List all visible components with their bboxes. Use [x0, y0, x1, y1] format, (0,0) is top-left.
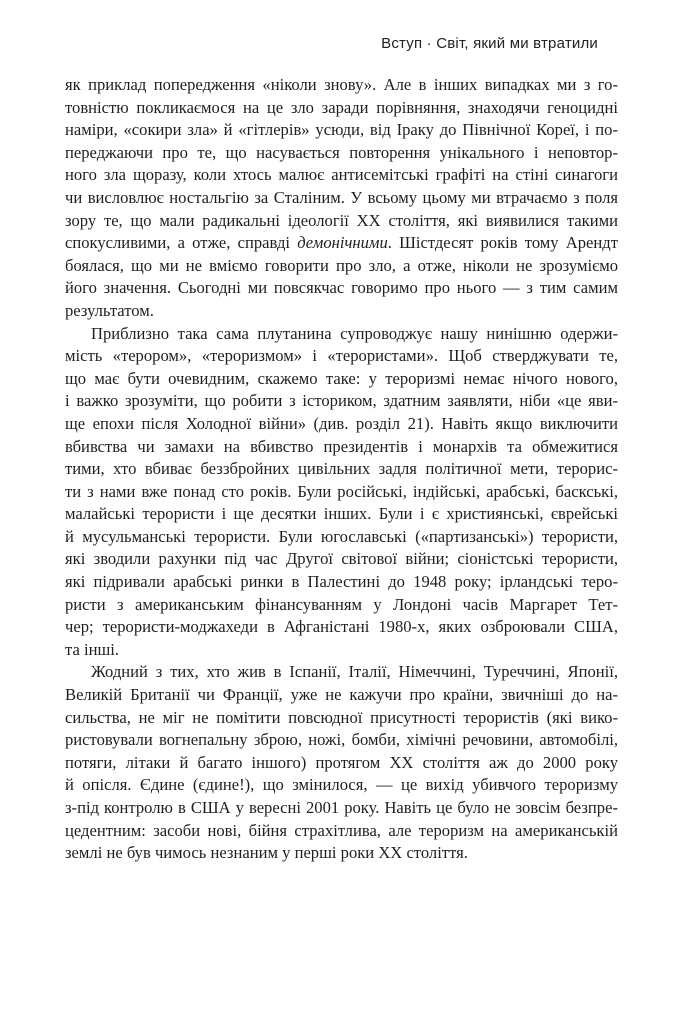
text-line: спокусливими, а отже, справді демонічними. Шістдесят років тому Арендт	[65, 233, 618, 253]
text-line: й мусульманські терористи. Були югославські («партизанські») терористи,	[65, 526, 618, 546]
text-line: переджаючи про те, що насувається повторення унікального і неповтор-	[65, 142, 618, 162]
text-line: малайські терористи і ще десятки інших. Були і є християнські, єврейські	[65, 504, 618, 524]
text-line: його значення. Сьогодні ми повсякчас говоримо про нього — з тим самим	[65, 278, 618, 298]
text-line: як приклад попередження «ніколи знову». Але в інших випадках ми з го-	[65, 75, 618, 94]
text-line: товністю покликаємося на це зло заради порівняння, знаходячи геноцидні	[65, 97, 618, 117]
text-line: тими, хто вбиває беззбройних цивільних задля політичної мети, терорис-	[65, 459, 618, 479]
text-line: сильства, не міг не помітити повсюдної присутності терористів (які вико-	[65, 707, 618, 727]
text-line: які зводили рахунки під час Другої світової війни; сіоністські терористи,	[65, 549, 618, 569]
text-line: й опісля. Єдине (єдине!), що змінилося, — це вихід убивчого тероризму	[65, 775, 618, 795]
text-line: Приблизно така сама плутанина супроводжує нашу нинішню одержи-	[91, 323, 618, 343]
text-line: ристовували вогнепальну зброю, ножі, бомби, хімічні речовини, автомобілі,	[65, 730, 618, 750]
text-line: та інші.	[65, 639, 119, 659]
body-text	[65, 74, 618, 865]
paragraph-3	[65, 661, 618, 864]
text-line: зору те, що мали радикальні ідеології XX століття, які виявилися такими	[65, 210, 618, 230]
text-line: чер; терористи-моджахеди в Афганістані 1980-х, яких озброювали США,	[65, 617, 618, 637]
text-line: і важко зрозуміти, що робити з істориком, здатним заявляти, ніби «це яви-	[65, 391, 618, 411]
text-line: ще епохи після Холодної війни» (див. розділ 21). Навіть якщо виключити	[65, 413, 618, 433]
text-line: що має бути очевидним, скажемо таке: у тероризмі немає нічого нового,	[65, 368, 618, 388]
text-line: з-під контролю в США у вересні 2001 року. Навіть це було не зовсім безпре-	[65, 798, 618, 817]
paragraph-2	[65, 323, 618, 662]
text-line: ного зла щоразу, коли хтось малює антисемітські графіті на стіні синагоги	[65, 165, 618, 185]
emphasized-word: демонічними	[297, 233, 388, 253]
text-line: мість «терором», «тероризмом» і «терористами». Щоб стверджувати те,	[65, 346, 618, 366]
text-line: ристи з американським фінансуванням у Лондоні часів Маргарет Тет-	[65, 594, 618, 614]
text-line: наміри, «сокири зла» й «гітлерів» усюди, від Іраку до Північної Кореї, і по-	[65, 120, 618, 140]
text-line: цедентним: засоби нові, бійня страхітлива, але тероризм на американській	[65, 820, 618, 840]
text-line: ти з нами вже понад сто років. Були російські, індійські, арабські, баскські,	[65, 481, 618, 501]
text-line: землі не був чимось незнаним у перші роки XX століття.	[65, 843, 468, 863]
paragraph-1	[65, 74, 618, 323]
text-line: результатом.	[65, 300, 154, 320]
text-line: Великій Британії чи Франції, уже не кажучи про країни, звичніші до на-	[65, 685, 618, 705]
running-header: Вступ · Світ, який ми втратили	[381, 35, 598, 52]
text-line: потяги, літаки й багато іншого) протягом XX століття аж до 2000 року	[65, 752, 618, 772]
text-line: чи висловлює ностальгію за Сталіним. У всьому цьому ми втрачаємо з поля	[65, 187, 618, 207]
text-line: Жодний з тих, хто жив в Іспанії, Італії, Німеччині, Туреччині, Японії,	[91, 662, 618, 682]
text-line: боялася, що ми не вміємо говорити про зло, а отже, ніколи не зрозуміємо	[65, 255, 618, 275]
text-line: які підривали арабські ринки в Палестині до 1948 року; ірландські теро-	[65, 572, 618, 592]
text-line: вбивства чи замахи на вбивство президентів і монархів та обмежитися	[65, 436, 618, 456]
